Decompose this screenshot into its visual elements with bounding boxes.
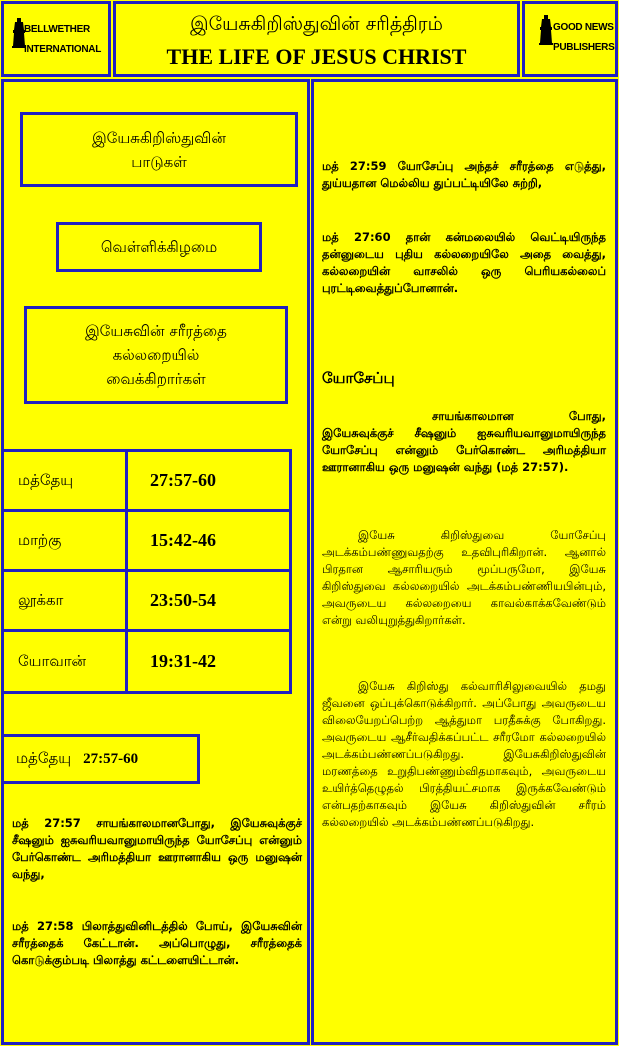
section-heading: யோசேப்பு bbox=[322, 369, 395, 387]
event-line1: இயேசுவின் சரீரத்தை bbox=[85, 322, 227, 340]
reference-divider bbox=[125, 632, 128, 691]
reference-divider bbox=[125, 452, 128, 509]
title-box bbox=[113, 1, 520, 77]
reference-row bbox=[1, 629, 292, 694]
paragraph-burial: இயேசு கிறிஸ்துவை யோசேப்பு அடக்கம்பண்ணுவதற்கு உதவிபுரிகிறான். ஆனால் பிரதான ஆசாரியரும் மூப்பருமோ, இயேசு கிறிஸ்துவை கல்லறையில் அடக்கம்பண்ணியபின்பும், அவருடைய கல்லறையை காவல்காக்கவேண்டும் என்று வலியுறுத்துகிறார்கள். bbox=[322, 528, 606, 627]
passage-verses: 27:57-60 bbox=[83, 750, 139, 767]
songs-line1: இயேசுகிறிஸ்துவின் bbox=[92, 128, 226, 147]
verse-27-59: மத் 27:59 யோசேப்பு அந்தச் சரீரத்தை எடுத்து, துய்யதான மெல்லிய துப்பட்டியிலே சுற்றி, bbox=[322, 159, 606, 190]
reference-book: யோவான் bbox=[18, 651, 87, 670]
reference-verses: 15:42-46 bbox=[150, 530, 216, 550]
day-label: வெள்ளிக்கிழமை bbox=[100, 238, 218, 256]
bell-tower-icon bbox=[539, 15, 553, 45]
songs-box bbox=[20, 112, 298, 187]
reference-divider bbox=[125, 512, 128, 569]
songs-line2: பாடுகள் bbox=[131, 152, 187, 171]
title-tamil: இயேசுகிறிஸ்துவின் சரித்திரம் bbox=[190, 13, 443, 35]
bellwether-logo bbox=[1, 1, 111, 77]
paragraph-joseph: சாயங்காலமான போது, இயேசுவுக்குச் சீஷனும் ஐசுவரியவானுமாயிருந்த யோசேப்பு என்னும் பேர்கொண்ட அரிமத்தியா ஊரானாகிய ஒரு மனுஷன் வந்து (மத் 27:57). bbox=[322, 409, 606, 474]
reference-row bbox=[1, 569, 292, 632]
logo-line2: INTERNATIONAL bbox=[24, 44, 102, 55]
reference-row bbox=[1, 449, 292, 512]
reference-verses: 27:57-60 bbox=[150, 470, 216, 490]
reference-verses: 19:31-42 bbox=[150, 651, 216, 671]
reference-divider bbox=[125, 572, 128, 629]
reference-verses: 23:50-54 bbox=[150, 590, 216, 610]
logo-line2: PUBLISHERS bbox=[553, 42, 615, 53]
paragraph-body: இயேசு கிறிஸ்து கல்வாரிசிலுவையில் தமது ஜீவனை ஒப்புக்கொடுக்கிறார். அப்போது அவருடைய விலையேறப்பெற்ற ஆத்துமா பரதீசுக்கு போகிறது. அவருடைய ஆசீர்வதிக்கப்பட்ட சரீரமோ கல்லறையில் அடக்கம்பண்ணப்படுகிறது. இயேசுகிறிஸ்துவின் மரணத்தை உறுதிபண்ணும்விதமாகவும், அவருடைய உயிர்த்தெழுதல் பிரத்தியட்சமாக இருக்கவேண்டும் என்பதற்காகவும் இயேசு கிறிஸ்துவின் சரீரம் கல்லறையில் அடக்கம்பண்ணப்படுகிறது. bbox=[322, 679, 606, 829]
event-line2: கல்லறையில் bbox=[112, 346, 200, 364]
passage-book: மத்தேயு bbox=[16, 749, 72, 767]
reference-book: மாற்கு bbox=[18, 530, 62, 549]
reference-book: மத்தேயு bbox=[18, 470, 74, 489]
logo-line1: GOOD NEWS bbox=[553, 22, 614, 33]
reference-row bbox=[1, 509, 292, 572]
reference-book: லூக்கா bbox=[18, 590, 64, 609]
passage-reference bbox=[1, 734, 200, 784]
verse-27-58: மத் 27:58 பிலாத்துவினிடத்தில் போய், இயேசுவின் சரீரத்தைக் கேட்டான். அப்பொழுது, சரீரத்தைக் கொடுக்கும்படி பிலாத்து கட்டளையிட்டான். bbox=[12, 919, 302, 967]
event-line3: வைக்கிறார்கள் bbox=[106, 370, 206, 388]
title-english: THE LIFE OF JESUS CHRIST bbox=[166, 44, 467, 69]
verse-27-57: மத் 27:57 சாயங்காலமானபோது, இயேசுவுக்குச் சீஷனும் ஐசுவரியவானுமாயிருந்த யோசேப்பு என்னும் பேர்கொண்ட அரிமத்தியா ஊரானாகிய ஒரு மனுஷன் வந்து, bbox=[12, 816, 302, 881]
day-box bbox=[56, 222, 262, 272]
verse-27-60: மத் 27:60 தான் கன்மலையில் வெட்டியிருந்த தன்னுடைய புதிய கல்லறையிலே அதை வைத்து, கல்லறையின் வாசலில் ஒரு பெரியகல்லைப் புரட்டிவைத்துப்போனான். bbox=[322, 230, 606, 295]
good-news-logo bbox=[522, 1, 618, 77]
event-box bbox=[24, 306, 288, 404]
logo-line1: BELLWETHER bbox=[24, 24, 90, 35]
